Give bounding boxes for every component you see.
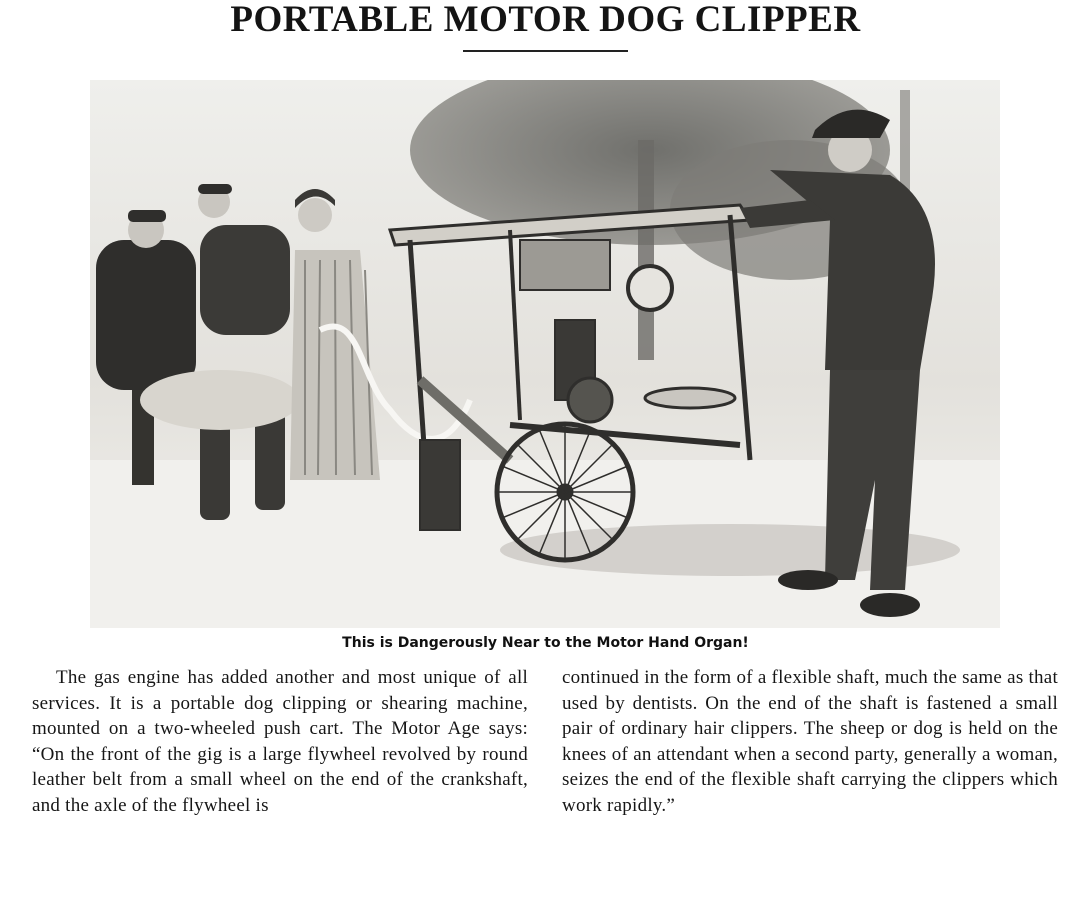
- photo-illustration: [90, 80, 1000, 628]
- article-title: PORTABLE MOTOR DOG CLIPPER: [230, 0, 861, 40]
- body-column-left: [32, 665, 528, 885]
- cart-wheel: [497, 424, 633, 560]
- title-rule: [463, 50, 628, 52]
- dog: [140, 370, 300, 430]
- article-photograph: [90, 80, 1000, 628]
- body-paragraph-right: continued in the form of a flexible shaft, much the same as that used by dentists. On the end of the shaft is fastened a small pair of ordinary hair clippers. The sheep or dog is held on the knees of an attendant when a second party, generally a woman, seizes the end of the flexible shaft carrying the clippers which work rapidly.”: [562, 667, 1058, 816]
- body-paragraph-left: The gas engine has added another and most unique of all services. It is a portable dog clipping or shearing machine, mounted on a two-wheeled push cart. The Motor Age says: “On the front of the gig is a large flywheel revolved by round leather belt from a small wheel on the end of the crankshaft, and the axle of the flywheel is: [32, 667, 528, 816]
- body-column-right: [562, 665, 1058, 885]
- photo-caption: This is Dangerously Near to the Motor Hand Organ!: [342, 635, 749, 651]
